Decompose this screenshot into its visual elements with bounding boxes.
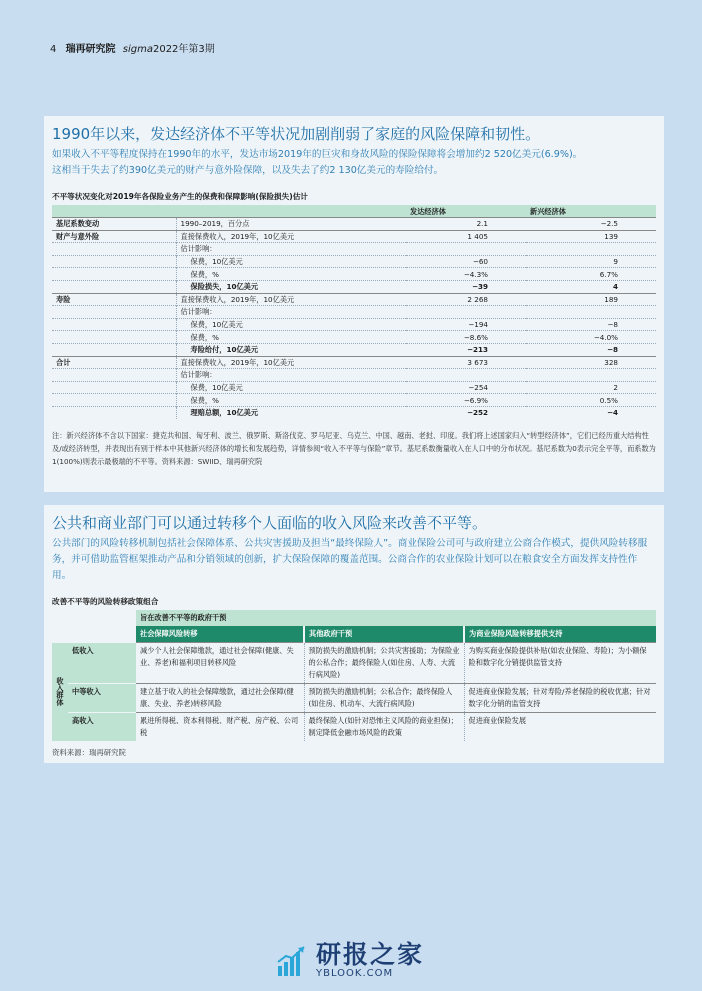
table-row	[52, 230, 656, 243]
col-emerging: 新兴经济体	[526, 205, 656, 218]
policy-cell: 减少个人社会保障缴款，通过社会保障(健康、失业、养老)和福利项目转移风险	[136, 643, 304, 684]
row-label: 估计影响：	[176, 306, 406, 319]
section1-lead	[44, 144, 664, 179]
row-label: 保险损失，10亿美元	[176, 280, 406, 293]
cell-emerging: −4.0%	[526, 331, 656, 344]
income-group: 高收入	[68, 713, 136, 742]
cell-emerging: 328	[526, 356, 656, 369]
impact-table-header	[52, 205, 656, 218]
cell-advanced: −254	[406, 381, 526, 394]
table1-note: 注：新兴经济体不含以下国家：捷克共和国、匈牙利、波兰、俄罗斯、斯洛伐克、罗马尼亚、乌克兰、中国、越南、老挝、印度。我们将上述国家归入“转型经济体”，它们已经历重大结构性及/或经济转型，并表现出有别于样本中其他新兴经济体的增长和发展趋势，详情参阅“收入不平等与保险”章节。基尼系数衡量收入在人口中的分布状况。基尼系数为0表示完全平等，而系数为1(100%)则表示最极端的不平等。资料来源：SWIID、瑞再研究院	[52, 430, 656, 466]
table-row	[52, 293, 656, 306]
policy-table-col-headers	[52, 626, 656, 643]
cell-emerging: 139	[526, 230, 656, 243]
row-label: 保费，%	[176, 394, 406, 407]
section1-lead-line1: 如果收入不平等程度保持在1990年的水平，发达市场2019年的巨灾和身故风险的保险保障将会增加约2 520亿美元(6.9%)。	[52, 149, 583, 160]
cell-emerging: 189	[526, 293, 656, 306]
table-row	[52, 255, 656, 268]
cell-advanced: −213	[406, 343, 526, 356]
cell-emerging: 6.7%	[526, 268, 656, 281]
sigma-label: sigma	[122, 44, 153, 55]
row-group	[52, 280, 176, 293]
cell-advanced: −252	[406, 406, 526, 418]
table-row	[52, 268, 656, 281]
cell-advanced	[406, 369, 526, 382]
cell-emerging: 9	[526, 255, 656, 268]
issue-label: 2022年第3期	[152, 44, 215, 55]
cell-emerging: −2.5	[526, 218, 656, 231]
cell-emerging	[526, 369, 656, 382]
impact-table	[52, 205, 656, 419]
table-row	[52, 280, 656, 293]
inequality-impact-section	[44, 116, 664, 492]
policy-table	[52, 610, 656, 741]
row-group	[52, 306, 176, 319]
cell-emerging: 4	[526, 280, 656, 293]
col-commercial-support: 为商业保险风险转移提供支持	[464, 626, 656, 643]
cell-advanced: −6.9%	[406, 394, 526, 407]
cell-emerging: 2	[526, 381, 656, 394]
table-row	[52, 218, 656, 231]
table-row	[52, 394, 656, 407]
row-group	[52, 394, 176, 407]
cell-advanced: −39	[406, 280, 526, 293]
policy-cell: 促进商业保险发展；针对寿险/养老保险的税收优惠；针对数字化分销的监管支持	[464, 684, 656, 713]
table-row	[52, 643, 656, 684]
cell-emerging	[526, 243, 656, 256]
income-group: 低收入	[68, 643, 136, 684]
table2-source: 资料来源：瑞再研究院	[52, 748, 126, 757]
table-row	[52, 713, 656, 742]
policy-cell: 预防损失的激励机制；公共灾害援助；为保险业的公私合作；最终保险人(如住房、人寿、大流行病风险)	[304, 643, 464, 684]
risk-transfer-section	[44, 505, 664, 763]
cell-advanced: 2.1	[406, 218, 526, 231]
row-group: 财产与意外险	[52, 230, 176, 243]
bar-chart-logo-icon	[276, 944, 310, 978]
table-row	[52, 331, 656, 344]
col-advanced: 发达经济体	[406, 205, 526, 218]
section2-lead: 公共部门的风险转移机制包括社会保障体系、公共灾害援助及担当“最终保险人”。商业保险公司可与政府建立公商合作模式，提供风险转移服务，并可借助监管框架推动产品和分销领域的创新，扩大保险保障的覆盖范围。公商合作的农业保险计划可以在粮食安全方面发挥支持性作用。	[52, 538, 648, 581]
row-group: 基尼系数变动	[52, 218, 176, 231]
cell-emerging: −4	[526, 406, 656, 418]
cell-advanced: −60	[406, 255, 526, 268]
table2-caption: 改善不平等的风险转移政策组合	[52, 597, 159, 606]
row-label: 保费，%	[176, 331, 406, 344]
row-label: 直接保费收入，2019年，10亿美元	[176, 293, 406, 306]
table-row	[52, 306, 656, 319]
section2-title: 公共和商业部门可以通过转移个人面临的收入风险来改善不平等。	[52, 514, 488, 532]
row-label: 直接保费收入，2019年，10亿美元	[176, 230, 406, 243]
row-group	[52, 343, 176, 356]
row-group	[52, 331, 176, 344]
page-header	[50, 40, 215, 55]
policy-cell: 最终保险人(如针对恐怖主义风险的商业担保)；制定降低金融市场风险的政策	[304, 713, 464, 742]
page-number: 4	[50, 44, 57, 55]
row-group	[52, 243, 176, 256]
row-group	[52, 318, 176, 331]
cell-emerging: −8	[526, 343, 656, 356]
section1-lead-line2: 这相当于失去了约390亿美元的财产与意外险保障，以及失去了约2 130亿美元的寿险给付。	[52, 165, 444, 176]
table-row	[52, 381, 656, 394]
col-social-security: 社会保障风险转移	[136, 626, 304, 643]
policy-cell: 预防损失的激励机制；公私合作；最终保险人(如住房、机动车、大流行病风险)	[304, 684, 464, 713]
cell-advanced: 3 673	[406, 356, 526, 369]
cell-advanced: −4.3%	[406, 268, 526, 281]
cell-emerging: −8	[526, 318, 656, 331]
row-label: 1990–2019，百分点	[176, 218, 406, 231]
row-label: 保费，%	[176, 268, 406, 281]
cell-advanced: 2 268	[406, 293, 526, 306]
row-label: 寿险给付，10亿美元	[176, 343, 406, 356]
income-group-side-label: 收入群体	[52, 643, 68, 742]
brand-name: 瑞再研究院	[65, 44, 116, 55]
row-group	[52, 406, 176, 418]
logo-text-cn: 研报之家	[316, 940, 425, 969]
income-group: 中等收入	[68, 684, 136, 713]
row-group: 合计	[52, 356, 176, 369]
row-group	[52, 369, 176, 382]
row-label: 保费，10亿美元	[176, 255, 406, 268]
row-label: 保费，10亿美元	[176, 381, 406, 394]
row-label: 估计影响：	[176, 243, 406, 256]
row-group: 寿险	[52, 293, 176, 306]
policy-cell: 为购买商业保险提供补贴(如农业保险、寿险)；为小额保险和数字化分销提供监管支持	[464, 643, 656, 684]
policy-cell: 建立基于收入的社会保障缴款，通过社会保障(健康、失业、养老)转移风险	[136, 684, 304, 713]
table1-caption: 不平等状况变化对2019年各保险业务产生的保费和保障影响(保险损失)估计	[52, 192, 308, 201]
table-row	[52, 243, 656, 256]
row-group	[52, 268, 176, 281]
table-row	[52, 318, 656, 331]
cell-emerging	[526, 306, 656, 319]
table-row	[52, 369, 656, 382]
policy-table-top-header	[52, 610, 656, 626]
col-other-intervention: 其他政府干预	[304, 626, 464, 643]
table-row	[52, 343, 656, 356]
cell-advanced: −194	[406, 318, 526, 331]
gov-intervention-header: 旨在改善不平等的政府干预	[136, 610, 656, 626]
table-row	[52, 406, 656, 418]
cell-advanced	[406, 306, 526, 319]
row-label: 直接保费收入，2019年，10亿美元	[176, 356, 406, 369]
cell-advanced: 1 405	[406, 230, 526, 243]
policy-cell: 促进商业保险发展	[464, 713, 656, 742]
table-row	[52, 356, 656, 369]
cell-advanced: −8.6%	[406, 331, 526, 344]
row-label: 保费，10亿美元	[176, 318, 406, 331]
row-label: 理赔总额，10亿美元	[176, 406, 406, 418]
policy-cell: 累进所得税、资本利得税、财产税、房产税、公司税	[136, 713, 304, 742]
cell-advanced	[406, 243, 526, 256]
row-label: 估计影响：	[176, 369, 406, 382]
cell-emerging: 0.5%	[526, 394, 656, 407]
section1-title: 1990年以来，发达经济体不平等状况加剧削弱了家庭的风险保障和韧性。	[52, 125, 541, 143]
logo-text-en: YBLOOK.COM	[316, 968, 394, 979]
table-row	[52, 684, 656, 713]
row-group	[52, 255, 176, 268]
row-group	[52, 381, 176, 394]
watermark-logo	[276, 942, 424, 980]
